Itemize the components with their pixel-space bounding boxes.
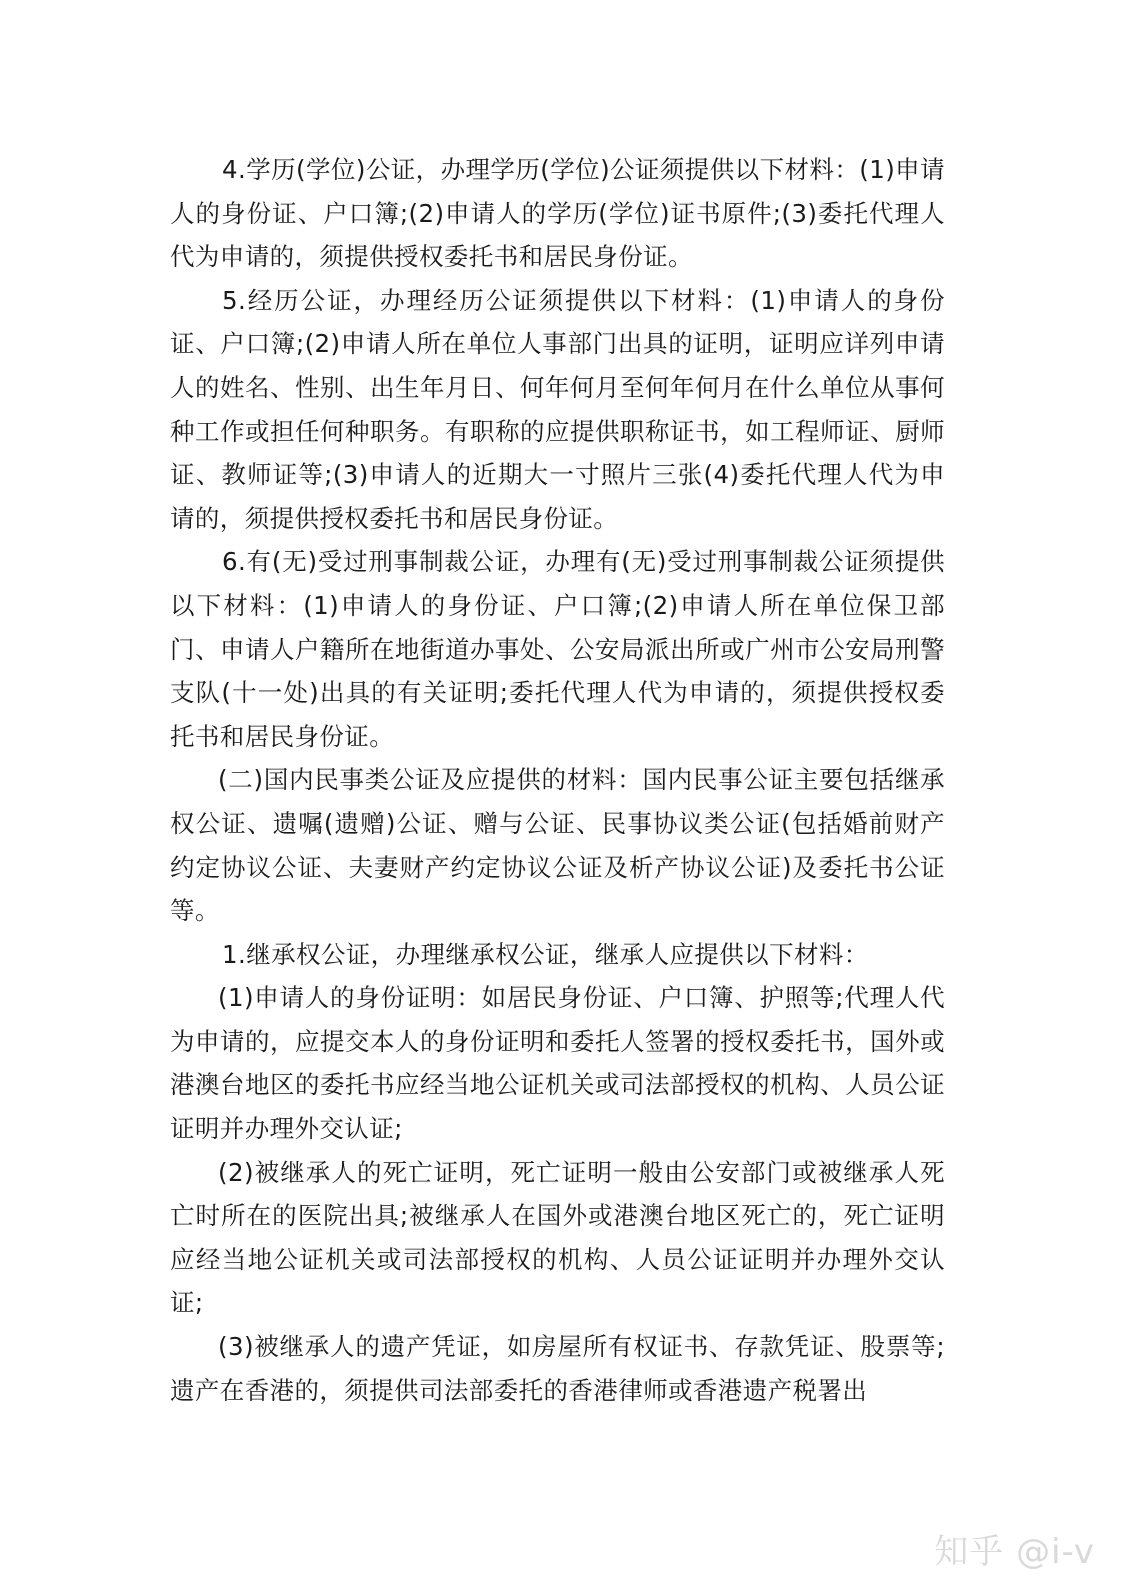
paragraph-item-estate-certificate: (3)被继承人的遗产凭证，如房屋所有权证书、存款凭证、股票等;遗产在香港的，须提供司法部委托的香港律师或香港遗产税署出 xyxy=(170,1332,945,1405)
paragraph-domestic-civil-notarization: (二)国内民事类公证及应提供的材料：国内民事公证主要包括继承权公证、遗嘱(遗赠)公证、赠与公证、民事协议类公证(包括婚前财产约定协议公证、夫妻财产约定协议公证及析产协议公证)及委托书公证等。 xyxy=(170,765,945,926)
paragraph-item-identity-proof: (1)申请人的身份证明：如居民身份证、户口簿、护照等;代理人代为申请的，应提交本人的身份证明和委托人签署的授权委托书，国外或港澳台地区的委托书应经当地公证机关或司法部授权的机构、人员公证证明并办理外交认证; xyxy=(170,983,945,1144)
paragraph-item-death-certificate: (2)被继承人的死亡证明，死亡证明一般由公安部门或被继承人死亡时所在的医院出具;被继承人在国外或港澳台地区死亡的，死亡证明应经当地公证机关或司法部授权的机构、人员公证证明并办理外交认证; xyxy=(170,1157,945,1318)
zhihu-watermark: 知乎 @i-v xyxy=(934,1532,1095,1572)
paragraph-experience-notarization: 5.经历公证，办理经历公证须提供以下材料：(1)申请人的身份证、户口簿;(2)申请人所在单位人事部门出具的证明，证明应详列申请人的姓名、性别、出生年月日、何年何月至何年何月在什么单位从事何种工作或担任何种职务。有职称的应提供职称证书，如工程师证、厨师证、教师证等;(3)申请人的近期大一寸照片三张(4)委托代理人代为申请的，须提供授权委托书和居民身份证。 xyxy=(170,285,945,533)
paragraph-education-notarization: 4.学历(学位)公证，办理学历(学位)公证须提供以下材料：(1)申请人的身份证、户口簿;(2)申请人的学历(学位)证书原件;(3)委托代理人代为申请的，须提供授权委托书和居民身份证。 xyxy=(170,155,945,272)
paragraph-inheritance-notarization: 1.继承权公证，办理继承权公证，继承人应提供以下材料： xyxy=(222,939,869,969)
document-body xyxy=(170,148,945,1412)
paragraph-criminal-record-notarization: 6.有(无)受过刑事制裁公证，办理有(无)受过刑事制裁公证须提供以下材料：(1)申请人的身份证、户口簿;(2)申请人所在单位保卫部门、申请人户籍所在地街道办事处、公安局派出所或广州市公安局刑警支队(十一处)出具的有关证明;委托代理人代为申请的，须提供授权委托书和居民身份证。 xyxy=(170,547,945,751)
